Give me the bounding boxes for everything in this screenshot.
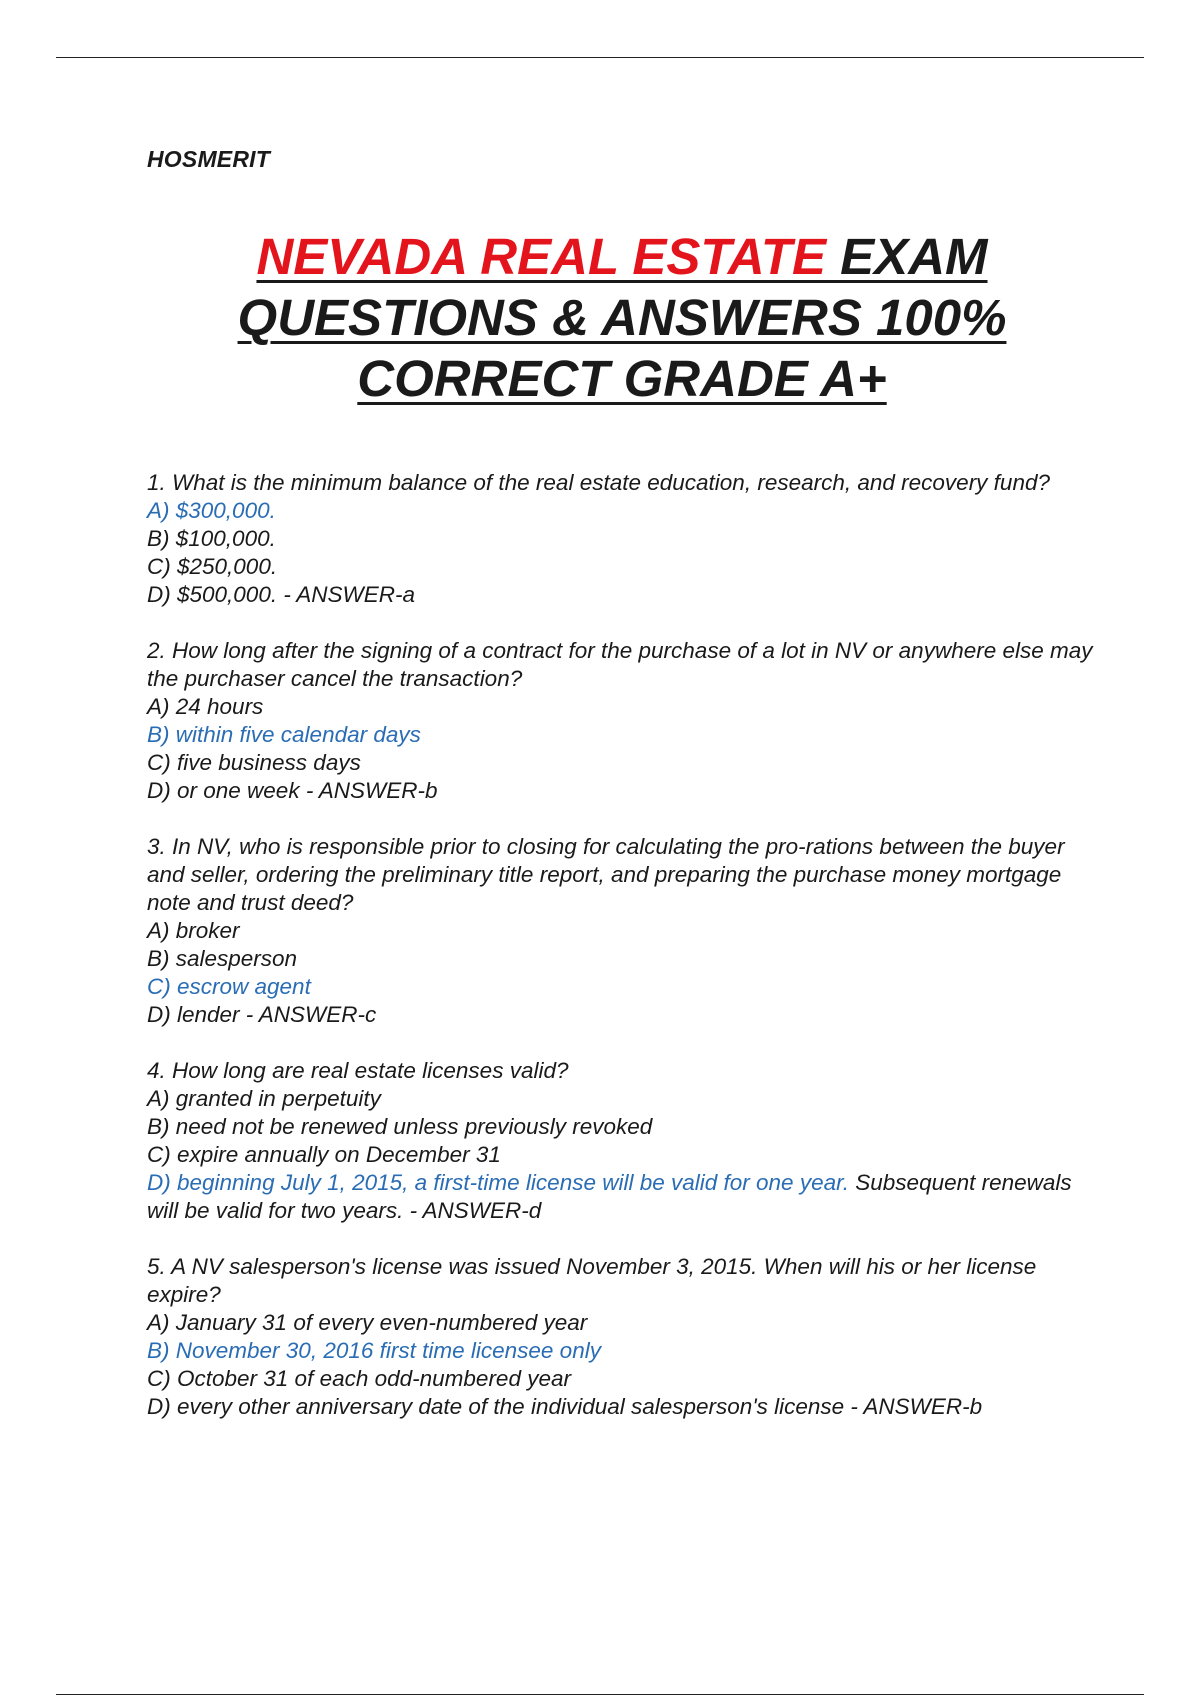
option-b-correct: B) November 30, 2016 first time licensee only <box>147 1338 601 1363</box>
title-red-text: NEVADA REAL ESTATE <box>256 228 826 285</box>
option-c: C) expire annually on December 31 <box>147 1142 501 1167</box>
option-b: B) salesperson <box>147 946 298 971</box>
option-a: A) granted in perpetuity <box>147 1086 381 1111</box>
option-d: D) or one week - ANSWER-b <box>147 778 438 803</box>
bottom-rule <box>56 1694 1144 1695</box>
title-line-3: CORRECT GRADE A+ <box>357 350 887 407</box>
question-text: 1. What is the minimum balance of the real estate education, research, and recovery fund? <box>147 470 1050 495</box>
option-c-correct: C) escrow agent <box>147 974 311 999</box>
option-d: D) every other anniversary date of the individual salesperson's license - ANSWER-b <box>147 1394 983 1419</box>
option-c: C) five business days <box>147 750 361 775</box>
question-2 <box>147 637 1097 805</box>
document-page <box>147 142 1097 1449</box>
title-line-1 <box>147 226 1097 287</box>
author-name: HOSMERIT <box>147 146 270 172</box>
question-text: 3. In NV, who is responsible prior to closing for calculating the pro-rations between the buyer and seller, ordering the preliminary title report, and preparing the purchase money mortgage note and trust deed? <box>147 834 1065 915</box>
question-3 <box>147 833 1097 1029</box>
question-1 <box>147 469 1097 609</box>
document-title <box>147 226 1097 409</box>
title-line-2: QUESTIONS & ANSWERS 100% <box>237 289 1007 346</box>
question-4 <box>147 1057 1097 1225</box>
top-rule <box>56 57 1144 58</box>
option-a: A) 24 hours <box>147 694 264 719</box>
option-b: B) $100,000. <box>147 526 276 551</box>
option-a-correct: A) $300,000. <box>147 498 276 523</box>
option-b-correct: B) within five calendar days <box>147 722 421 747</box>
question-text: 4. How long are real estate licenses valid? <box>147 1058 569 1083</box>
question-5 <box>147 1253 1097 1421</box>
option-a: A) January 31 of every even-numbered year <box>147 1310 588 1335</box>
option-a: A) broker <box>147 918 240 943</box>
option-d-rest-text: Subsequent renewals will be valid for two years. - ANSWER-d <box>147 1170 1072 1223</box>
option-d: D) lender - ANSWER-c <box>147 1002 377 1027</box>
option-d-correct-text: D) beginning July 1, 2015, a first-time license will be valid for one year. <box>147 1170 850 1195</box>
option-c: C) October 31 of each odd-numbered year <box>147 1366 571 1391</box>
question-text: 5. A NV salesperson's license was issued November 3, 2015. When will his or her license expire? <box>147 1254 1037 1307</box>
question-list <box>147 469 1097 1421</box>
question-text: 2. How long after the signing of a contract for the purchase of a lot in NV or anywhere else may the purchaser cancel the transaction? <box>147 638 1093 691</box>
option-d: D) $500,000. - ANSWER-a <box>147 582 416 607</box>
option-b: B) need not be renewed unless previously revoked <box>147 1114 653 1139</box>
option-c: C) $250,000. <box>147 554 278 579</box>
title-black-text: EXAM <box>826 228 988 285</box>
option-d <box>147 1169 1097 1225</box>
